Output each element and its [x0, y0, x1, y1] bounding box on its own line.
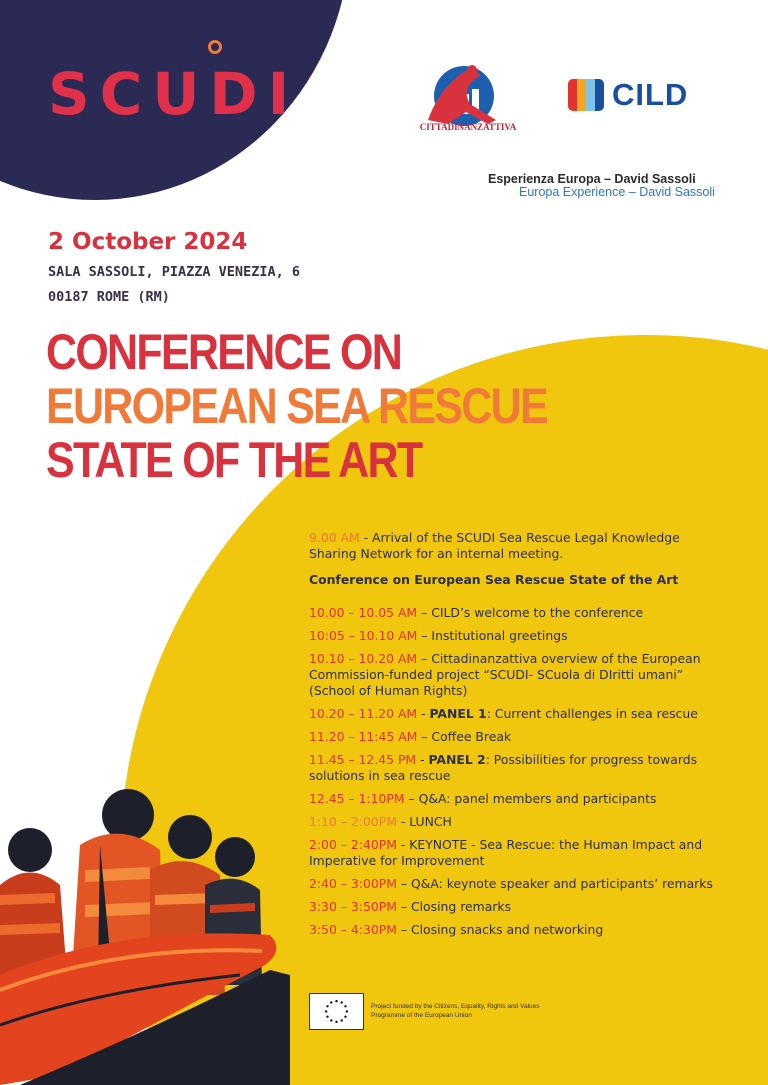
program-item — [309, 605, 729, 621]
cittadinanzattiva-logo-text: CITTADINANZATTIVA — [419, 122, 517, 132]
program-item — [309, 651, 729, 699]
program-item-text: – Cittadinanzattiva overview of the European Commission-funded project “SCUDI- SCuola di DIritti umani” (School of Human Rights) — [309, 651, 701, 698]
program-items — [309, 605, 729, 938]
program-item-time: 12.45 – 1:10PM — [309, 791, 405, 806]
cild-bars-icon — [568, 79, 604, 111]
eu-funding-text: Project funded by the Citizens, Equality, Rights and Values Programme of the European Union — [371, 1003, 540, 1019]
program-item-text: – Q&A: panel members and participants — [404, 791, 657, 806]
venue-line2: 00187 ROME (RM) — [48, 289, 170, 305]
experience-italian: Esperienza Europa – David Sassoli — [488, 172, 696, 186]
program-item-time: 2:00 – 2:40PM — [309, 837, 397, 852]
program-item — [309, 791, 729, 807]
program-item — [309, 814, 729, 830]
program-item — [309, 706, 729, 722]
experience-english: Europa Experience – David Sassoli — [519, 185, 715, 199]
program-item-text: – Closing snacks and networking — [396, 922, 604, 937]
program-item-text: - — [417, 706, 430, 721]
rescue-boat-illustration-icon — [0, 775, 290, 1085]
arrival-text: - Arrival of the SCUDI Sea Rescue Legal Knowledge Sharing Network for an internal meeting. — [309, 530, 680, 561]
program-item-time: 1:10 – 2:00PM — [309, 814, 397, 829]
eu-flag-icon — [309, 993, 364, 1030]
program-item-time: 2:40 – 3:00PM — [309, 876, 397, 891]
program-item-panel-label: PANEL 2 — [428, 752, 486, 767]
program-item-text: – Coffee Break — [417, 729, 512, 744]
program-item-text: - — [416, 752, 429, 767]
cild-logo-text: CILD — [612, 77, 689, 112]
scudi-logo-dot-icon — [208, 40, 222, 54]
program — [309, 530, 729, 945]
program-item-time: 3:50 – 4:30PM — [309, 922, 397, 937]
venue-line1: SALA SASSOLI, PIAZZA VENEZIA, 6 — [48, 264, 300, 280]
program-item-time: 3:30 – 3:50PM — [309, 899, 397, 914]
event-date: 2 October 2024 — [48, 229, 248, 255]
program-item — [309, 628, 729, 644]
program-item-time: 10.00 – 10.05 AM — [309, 605, 418, 620]
program-item — [309, 729, 729, 745]
scudi-logo — [48, 60, 299, 128]
program-item-text: – Q&A: keynote speaker and participants’ remarks — [396, 876, 713, 891]
title-line1: CONFERENCE ON — [46, 324, 402, 380]
scudi-logo-text: SCUDI — [48, 60, 300, 128]
program-item — [309, 899, 729, 915]
program-item-panel-text: : Possibilities for progress towards solutions in sea rescue — [309, 752, 698, 783]
program-item — [309, 876, 729, 892]
program-item — [309, 922, 729, 938]
program-item-time: 10.10 – 10.20 AM — [309, 651, 418, 666]
program-item-text: – Closing remarks — [396, 899, 512, 914]
program-item-text: – Institutional greetings — [417, 628, 568, 643]
program-item — [309, 837, 729, 869]
program-item-text: - LUNCH — [396, 814, 452, 829]
program-arrival — [309, 530, 729, 562]
program-item-time: 11.20 – 11:45 AM — [309, 729, 418, 744]
arrival-time: 9.00 AM — [309, 530, 360, 545]
cild-logo — [568, 79, 688, 111]
program-item-time: 10.20 – 11.20 AM — [309, 706, 418, 721]
title-line2: EUROPEAN SEA RESCUE — [46, 378, 547, 434]
program-item-panel-label: PANEL 1 — [429, 706, 487, 721]
program-item-text: – CILD’s welcome to the conference — [417, 605, 644, 620]
program-item-time: 10:05 – 10.10 AM — [309, 628, 418, 643]
program-item-time: 11.45 – 12.45 PM — [309, 752, 417, 767]
program-item — [309, 752, 729, 784]
title-line3: STATE OF THE ART — [46, 432, 422, 488]
program-item-text: - KEYNOTE - Sea Rescue: the Human Impact and Imperative for Improvement — [309, 837, 703, 868]
program-item-panel-text: : Current challenges in sea rescue — [486, 706, 698, 721]
program-heading: Conference on European Sea Rescue State of the Art — [309, 572, 679, 587]
